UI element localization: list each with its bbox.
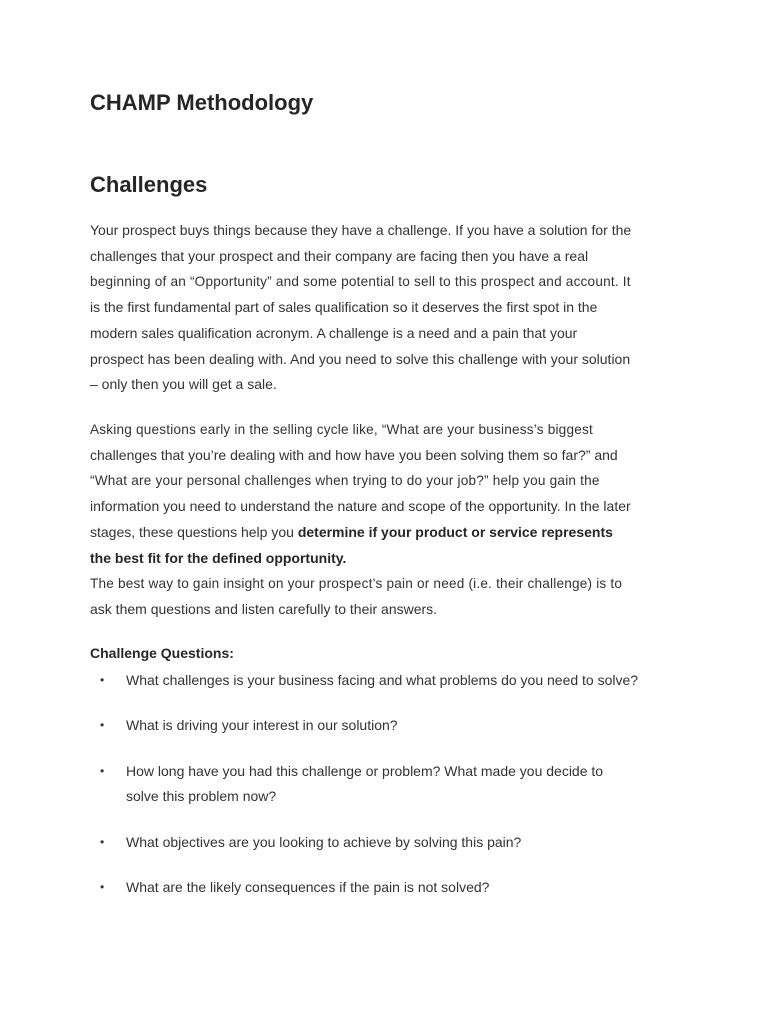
paragraph-line: information you need to understand the nature and scope of the opportunity. In the later (90, 498, 631, 515)
paragraph-line: challenges that your prospect and their company are facing then you have a real (90, 247, 589, 264)
paragraph-line: challenges that you’re dealing with and how have you been solving them so far?” and (90, 446, 618, 463)
paragraph-line: The best way to gain insight on your prospect’s pain or need (i.e. their challenge) is to (90, 576, 623, 591)
list-item (90, 875, 690, 901)
bullet-icon: • (100, 834, 105, 849)
list-item (90, 668, 690, 694)
paragraph-text: stages, these questions help you (90, 523, 298, 540)
questions-heading: Challenge Questions: (90, 645, 234, 661)
bullet-icon: • (100, 763, 105, 778)
list-item (90, 759, 690, 810)
bullet-icon: • (100, 673, 105, 687)
paragraph-line: ask them questions and listen carefully to their answers. (90, 600, 438, 617)
paragraph-line: modern sales qualification acronym. A challenge is a need and a pain that your (90, 324, 578, 341)
question-text: What is driving your interest in our solution? (126, 717, 398, 734)
question-text: What objectives are you looking to achieve by solving this pain? (126, 833, 522, 850)
emphasis-line: the best fit for the defined opportunity. (90, 549, 347, 566)
emphasis-text: determine if your product or service represents (297, 523, 613, 540)
paragraph-intro (90, 218, 690, 398)
paragraph-asking-questions (90, 417, 690, 571)
paragraph-line: prospect has been dealing with. And you need to solve this challenge with your solution (90, 350, 631, 367)
document-title: CHAMP Methodology (90, 90, 314, 115)
question-text: What are the likely consequences if the pain is not solved? (126, 878, 490, 895)
paragraph-line-with-emphasis (90, 520, 690, 546)
question-text: What challenges is your business facing and what problems do you need to solve? (126, 672, 639, 688)
section-heading-challenges: Challenges (90, 172, 208, 197)
bullet-icon: • (100, 879, 105, 894)
list-item (90, 713, 690, 739)
paragraph-line: is the first fundamental part of sales qualification so it deserves the first spot in the (90, 299, 598, 316)
paragraph-line: Asking questions early in the selling cycle like, “What are your business’s biggest (90, 422, 593, 437)
paragraph-line: beginning of an “Opportunity” and some potential to sell to this prospect and account. It (90, 274, 631, 290)
paragraph-line: – only then you will get a sale. (90, 376, 277, 393)
paragraph-best-way (90, 571, 690, 622)
bullet-icon: • (100, 718, 105, 733)
question-text: How long have you had this challenge or problem? What made you decide to (126, 762, 604, 779)
list-item (90, 830, 690, 856)
paragraph-line: “What are your personal challenges when trying to do your job?” help you gain the (90, 473, 600, 489)
question-text: solve this problem now? (126, 788, 277, 805)
paragraph-line: Your prospect buys things because they have a challenge. If you have a solution for the (90, 222, 632, 238)
questions-list (90, 668, 690, 920)
